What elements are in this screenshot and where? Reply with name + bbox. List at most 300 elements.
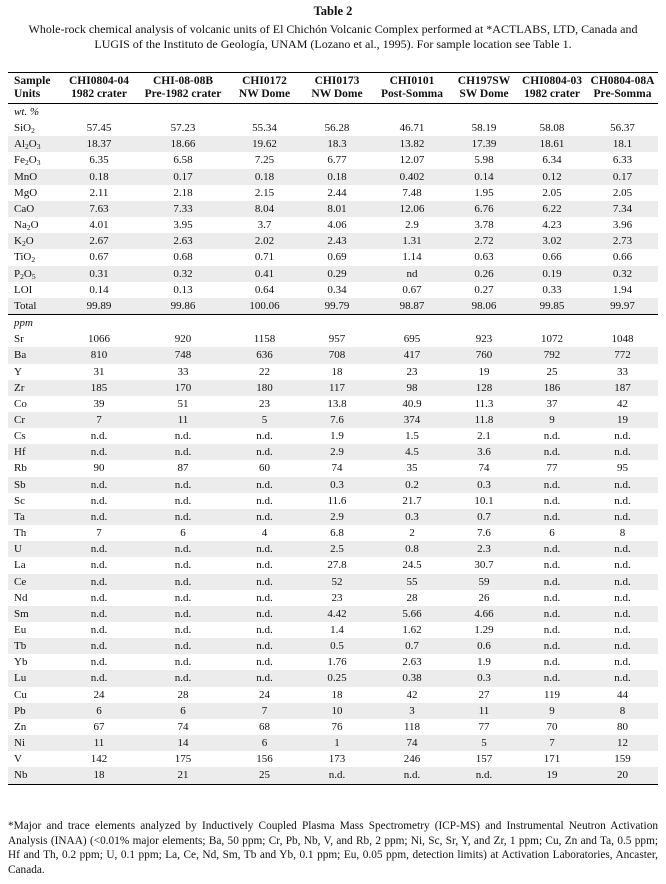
header-sample-id: CHI0101 — [389, 75, 435, 87]
value-cell: 7.63 — [60, 201, 138, 217]
value-cell: 42 — [617, 397, 628, 410]
value-cell: 4 — [261, 527, 268, 540]
value-cell: 2.18 — [173, 186, 193, 199]
element-label — [8, 477, 60, 493]
value-cell: 98 — [373, 380, 451, 396]
element-label — [8, 574, 60, 590]
value-cell: n.d. — [228, 477, 301, 493]
element-label — [8, 217, 60, 233]
value-cell: 0.31 — [60, 266, 138, 282]
value-cell: n.d. — [90, 430, 108, 443]
value-cell: 8 — [587, 703, 658, 719]
value-cell: 52 — [301, 574, 373, 590]
value-cell: 18 — [331, 365, 343, 378]
value-cell: 1.31 — [373, 233, 451, 249]
table-row — [8, 347, 658, 363]
value-cell: 80 — [617, 720, 628, 733]
value-cell: 0.5 — [301, 638, 373, 654]
table-row — [8, 735, 658, 751]
section-label: wt. % — [14, 106, 40, 118]
value-cell: 17.39 — [451, 136, 517, 152]
value-cell: 2.44 — [327, 186, 347, 199]
value-cell: 5 — [451, 735, 517, 751]
value-cell: 6 — [138, 703, 228, 719]
value-cell: 3.96 — [612, 219, 633, 232]
table-row — [8, 557, 658, 573]
header-sample-id: CHI0173 — [314, 75, 360, 87]
value-cell: 7 — [228, 703, 301, 719]
value-cell: 6 — [60, 703, 138, 719]
table-row — [8, 185, 658, 201]
value-cell: n.d. — [90, 624, 108, 636]
label-text: U — [14, 543, 22, 556]
value-cell: 7 — [60, 412, 138, 428]
value-cell: 170 — [138, 380, 228, 396]
value-cell: n.d. — [256, 494, 273, 507]
value-cell: 2.9 — [405, 219, 419, 232]
value-cell: n.d. — [614, 591, 631, 604]
value-cell: n.d. — [228, 541, 301, 557]
value-cell: 11 — [138, 412, 228, 428]
value-cell: 13.8 — [327, 397, 347, 410]
element-label — [8, 396, 60, 412]
table-row — [8, 298, 658, 315]
value-cell: 35 — [406, 462, 418, 475]
value-cell: 185 — [60, 380, 138, 396]
value-cell: n.d. — [543, 430, 561, 443]
value-cell: 6.77 — [327, 154, 347, 167]
value-cell: 760 — [451, 347, 517, 363]
value-cell: 24 — [259, 688, 270, 701]
value-cell: 2.9 — [301, 444, 373, 460]
value-cell: 374 — [373, 412, 451, 428]
label-text: Tb — [14, 640, 27, 653]
element-label — [8, 638, 60, 654]
value-cell: n.d. — [174, 591, 192, 604]
value-cell: 0.3 — [451, 477, 517, 493]
label-text: La — [14, 559, 26, 572]
header-sample-4 — [301, 73, 373, 104]
value-cell: 11.3 — [474, 397, 494, 410]
label-text: Yb — [14, 656, 28, 669]
value-cell: 25 — [228, 767, 301, 784]
value-cell: 1.4 — [330, 624, 344, 636]
value-cell: 0.66 — [542, 251, 562, 264]
value-cell: 2.9 — [301, 509, 373, 525]
value-cell: 157 — [475, 753, 493, 766]
element-label — [8, 460, 60, 476]
value-cell: 23 — [331, 591, 343, 604]
value-cell: 2.02 — [228, 233, 301, 249]
element-label — [8, 331, 60, 347]
value-cell: 8.01 — [301, 201, 373, 217]
value-cell: n.d. — [256, 591, 273, 604]
table-row — [8, 670, 658, 686]
value-cell: 0.41 — [228, 266, 301, 282]
value-cell: n.d. — [256, 559, 273, 572]
label-text: Zr — [14, 381, 25, 394]
value-cell: 74 — [331, 462, 343, 475]
value-cell: n.d. — [256, 624, 273, 636]
chemical-analysis-table — [8, 72, 658, 785]
value-cell: 30.7 — [474, 559, 494, 572]
value-cell: 39 — [93, 397, 105, 410]
value-cell: 56.37 — [610, 122, 635, 135]
label-text: Sc — [14, 494, 25, 507]
value-cell: 6 — [180, 527, 186, 540]
value-cell: 74 — [373, 735, 451, 751]
value-cell: n.d. — [174, 624, 192, 636]
table-row — [8, 590, 658, 606]
value-cell: 99.89 — [60, 298, 138, 315]
value-cell: 156 — [256, 753, 273, 766]
element-label — [8, 525, 60, 541]
label-subscript: 2 — [21, 239, 26, 249]
header-sample-id: CH197SW — [457, 75, 511, 87]
element-label — [8, 735, 60, 751]
value-cell: n.d. — [174, 559, 192, 572]
value-cell: 19 — [517, 767, 587, 784]
label-text: TiO — [14, 251, 32, 264]
label-subscript: 2 — [31, 255, 36, 265]
value-cell: 636 — [228, 347, 301, 363]
value-cell: 37 — [546, 397, 558, 410]
value-cell: n.d. — [543, 624, 561, 636]
value-cell: n.d. — [228, 509, 301, 525]
value-cell: 0.7 — [451, 509, 517, 525]
value-cell: 2.5 — [301, 541, 373, 557]
value-cell: n.d. — [174, 494, 192, 507]
header-unit: NW Dome — [238, 88, 291, 100]
value-cell: 0.34 — [327, 283, 347, 296]
label-text: Total — [14, 299, 37, 312]
value-cell: 0.33 — [542, 283, 562, 296]
label-text: MgO — [14, 186, 38, 199]
label-text: V — [14, 753, 22, 766]
label-text: O — [28, 138, 37, 151]
value-cell: 68 — [259, 720, 270, 733]
header-sample-id: CHI0804-04 — [68, 75, 130, 87]
value-cell: 55.34 — [252, 122, 277, 135]
label-text: Cs — [14, 430, 26, 443]
value-cell: 0.12 — [517, 169, 587, 185]
value-cell: 5.98 — [474, 154, 494, 167]
value-cell: n.d. — [517, 606, 587, 622]
value-cell: 67 — [93, 720, 105, 733]
element-label — [8, 120, 60, 136]
value-cell: 33 — [177, 365, 189, 378]
value-cell: n.d. — [60, 670, 138, 686]
value-cell: 99.86 — [138, 298, 228, 315]
element-label — [8, 751, 60, 767]
value-cell: 2.15 — [254, 186, 275, 199]
value-cell: n.d. — [517, 638, 587, 654]
value-cell: 187 — [587, 380, 658, 396]
value-cell: 1072 — [541, 333, 563, 346]
value-cell: 0.32 — [138, 266, 228, 282]
value-cell: 6.8 — [330, 527, 344, 540]
value-cell: 0.14 — [451, 169, 517, 185]
value-cell: 99.97 — [587, 298, 658, 315]
table-title: Table 2 — [313, 4, 353, 18]
table-row — [8, 622, 658, 638]
label-text: Nb — [14, 769, 28, 782]
value-cell: 26 — [478, 591, 490, 604]
label-text: Cu — [14, 688, 27, 701]
value-cell: n.d. — [256, 656, 273, 669]
value-cell: 18.3 — [301, 136, 373, 152]
value-cell: 5 — [228, 412, 301, 428]
value-cell: 11 — [451, 703, 517, 719]
element-label — [8, 670, 60, 686]
table-row — [8, 719, 658, 735]
value-cell: n.d. — [138, 541, 228, 557]
value-cell: 2.63 — [138, 233, 228, 249]
table-row — [8, 412, 658, 428]
value-cell: 118 — [403, 720, 421, 733]
table-row — [8, 509, 658, 525]
label-text: Ta — [14, 510, 25, 523]
value-cell: 2.63 — [402, 656, 422, 669]
value-cell: 57.23 — [170, 122, 196, 135]
table-row — [8, 767, 658, 784]
element-label — [8, 298, 60, 315]
label-text: Ce — [14, 575, 27, 588]
value-cell: n.d. — [587, 541, 658, 557]
value-cell: n.d. — [60, 444, 138, 460]
value-cell: 128 — [451, 380, 517, 396]
header-sample-2 — [138, 73, 228, 104]
value-cell: 142 — [90, 753, 108, 766]
element-label — [8, 541, 60, 557]
value-cell: n.d. — [60, 509, 138, 525]
value-cell: 1.94 — [612, 283, 633, 296]
value-cell: n.d. — [517, 444, 587, 460]
value-cell: 55 — [373, 574, 451, 590]
value-cell: 4.42 — [301, 606, 373, 622]
value-cell: 7.25 — [254, 154, 275, 167]
header-unit: 1982 crater — [524, 88, 580, 100]
value-cell: 2.67 — [60, 233, 138, 249]
value-cell: n.d. — [587, 444, 658, 460]
value-cell: n.d. — [90, 591, 108, 604]
value-cell: 7.33 — [138, 201, 228, 217]
label-text: Cr — [14, 413, 25, 426]
value-cell: 0.17 — [138, 169, 228, 185]
value-cell: 25 — [546, 365, 558, 378]
label-text: Ba — [14, 349, 27, 362]
value-cell: 0.6 — [451, 638, 517, 654]
value-cell: n.d. — [138, 638, 228, 654]
value-cell: 8 — [619, 527, 626, 540]
value-cell: 46.71 — [399, 122, 425, 135]
value-cell: 0.3 — [373, 509, 451, 525]
value-cell: 3.02 — [517, 233, 587, 249]
element-label — [8, 767, 60, 784]
label-text: Sr — [14, 333, 24, 346]
value-cell: 21 — [138, 767, 228, 784]
value-cell: n.d. — [60, 541, 138, 557]
element-label — [8, 169, 60, 185]
value-cell: 18 — [331, 688, 343, 701]
header-sample-id: Sample — [14, 75, 51, 87]
label-subscript: 2 — [25, 142, 29, 152]
element-label — [8, 266, 60, 282]
label-text: O — [23, 267, 32, 280]
value-cell: n.d. — [373, 767, 451, 784]
label-subscript: 2 — [20, 271, 24, 281]
value-cell: 159 — [614, 753, 631, 766]
element-label — [8, 606, 60, 622]
table-row — [8, 428, 658, 444]
value-cell: 31 — [93, 365, 105, 378]
table-row — [8, 266, 658, 282]
header-sample-id: CHI0172 — [242, 75, 287, 87]
section-header — [8, 104, 658, 121]
value-cell: 18 — [60, 767, 138, 784]
element-label — [8, 136, 60, 152]
value-cell: 6.22 — [517, 201, 587, 217]
value-cell: n.d. — [517, 509, 587, 525]
element-label — [8, 185, 60, 201]
value-cell: 3.95 — [173, 219, 193, 232]
value-cell: 4.66 — [451, 606, 517, 622]
value-cell: 3 — [373, 703, 451, 719]
header-unit: 1982 crater — [71, 88, 127, 100]
value-cell: 24 — [93, 688, 105, 701]
value-cell: 0.68 — [173, 251, 193, 264]
value-cell: 0.17 — [587, 169, 658, 185]
value-cell: n.d. — [614, 430, 631, 443]
header-unit: NW Dome — [311, 88, 363, 100]
value-cell: n.d. — [90, 559, 108, 572]
table-row — [8, 444, 658, 460]
element-label — [8, 347, 60, 363]
value-cell: 1048 — [611, 333, 634, 346]
value-cell: n.d. — [517, 477, 587, 493]
element-label — [8, 201, 60, 217]
value-cell: nd — [373, 266, 451, 282]
value-cell: 59 — [451, 574, 517, 590]
value-cell: 2.73 — [587, 233, 658, 249]
element-label — [8, 703, 60, 719]
value-cell: 3.7 — [257, 219, 272, 232]
header-unit: Post-Somma — [381, 88, 443, 100]
value-cell: 58.19 — [471, 122, 497, 135]
value-cell: 2.11 — [89, 186, 109, 199]
header-unit: Pre-1982 crater — [144, 88, 222, 100]
table-row — [8, 751, 658, 767]
value-cell: 1066 — [88, 333, 110, 346]
value-cell: 4.06 — [327, 219, 347, 232]
section-label: ppm — [8, 315, 658, 332]
value-cell: 6.34 — [542, 154, 562, 167]
value-cell: 920 — [174, 333, 192, 346]
label-text: Nd — [14, 591, 28, 604]
label-subscript: 2 — [26, 223, 31, 233]
value-cell: 0.71 — [254, 251, 275, 264]
header-sample-3 — [228, 73, 301, 104]
header-unit: Pre-Somma — [593, 88, 652, 100]
label-text: SiO — [14, 122, 32, 135]
value-cell: n.d. — [174, 656, 192, 669]
header-sample-id: CHI-08-08B — [152, 75, 214, 87]
table-row — [8, 606, 658, 622]
table-row — [8, 233, 658, 249]
value-cell: n.d. — [587, 477, 658, 493]
value-cell: 8.04 — [228, 201, 301, 217]
table-row — [8, 217, 658, 233]
table-row — [8, 687, 658, 703]
value-cell: 99.79 — [301, 298, 373, 315]
value-cell: 74 — [478, 462, 490, 475]
value-cell: 1.5 — [405, 430, 419, 443]
label-text: Pb — [14, 704, 26, 717]
value-cell: 28 — [177, 688, 189, 701]
value-cell: n.d. — [138, 606, 228, 622]
value-cell: 18.61 — [517, 136, 587, 152]
value-cell: 6.76 — [451, 201, 517, 217]
value-cell: n.d. — [228, 638, 301, 654]
label-text: O — [25, 235, 34, 248]
value-cell: 0.18 — [60, 169, 138, 185]
value-cell: 772 — [587, 347, 658, 363]
value-cell: 44 — [617, 688, 628, 701]
table-body — [8, 104, 658, 785]
table-row — [8, 380, 658, 396]
value-cell: 11 — [60, 735, 138, 751]
value-cell: 0.18 — [228, 169, 301, 185]
value-cell: 58.08 — [539, 122, 565, 135]
value-cell: 2.05 — [542, 186, 562, 199]
element-label — [8, 493, 60, 509]
value-cell: n.d. — [543, 656, 561, 669]
table-row — [8, 120, 658, 136]
value-cell: 28 — [406, 591, 418, 604]
header-unit: SW Dome — [459, 88, 509, 100]
value-cell: 18.37 — [60, 136, 138, 152]
element-label — [8, 444, 60, 460]
value-cell: 56.28 — [324, 122, 350, 135]
value-cell: 186 — [517, 380, 587, 396]
value-cell: 0.3 — [301, 477, 373, 493]
value-cell: 27 — [478, 688, 490, 701]
label-subscript: 3 — [36, 142, 41, 152]
value-cell: 0.19 — [517, 266, 587, 282]
value-cell: 12 — [587, 735, 658, 751]
header-row — [8, 73, 658, 104]
value-cell: 0.38 — [373, 670, 451, 686]
element-label — [8, 249, 60, 265]
value-cell: 21.7 — [402, 494, 422, 507]
value-cell: 1.29 — [474, 624, 494, 636]
label-subscript: 5 — [31, 271, 36, 281]
label-text: Ni — [14, 737, 25, 750]
value-cell: n.d. — [587, 574, 658, 590]
value-cell: 7.34 — [587, 201, 658, 217]
value-cell: n.d. — [587, 606, 658, 622]
label-text: P — [14, 267, 21, 280]
value-cell: 0.25 — [301, 670, 373, 686]
value-cell: n.d. — [587, 638, 658, 654]
value-cell: 4.01 — [89, 219, 109, 232]
value-cell: 23 — [259, 397, 270, 410]
value-cell: 2.43 — [301, 233, 373, 249]
element-label — [8, 380, 60, 396]
value-cell: n.d. — [138, 477, 228, 493]
value-cell: 1 — [301, 735, 373, 751]
value-cell: 99.85 — [517, 298, 587, 315]
